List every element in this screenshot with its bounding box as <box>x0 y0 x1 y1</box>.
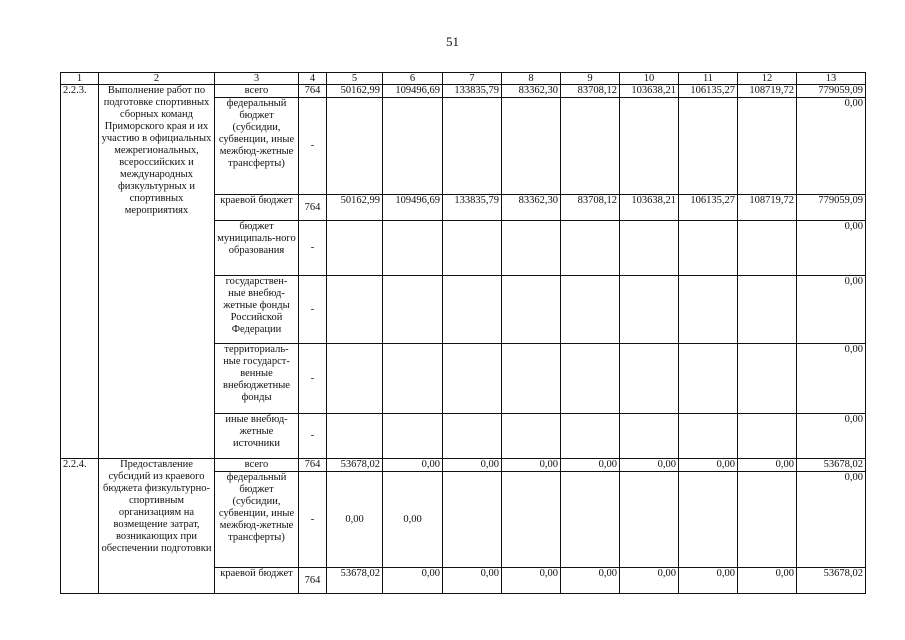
value-cell <box>327 221 383 276</box>
value-cell <box>443 472 502 568</box>
value-cell <box>327 98 383 195</box>
column-header: 10 <box>620 73 679 85</box>
value-cell: 53678,02 <box>797 568 866 594</box>
column-4: - <box>299 98 327 195</box>
value-cell: 109496,69 <box>383 85 443 98</box>
value-cell: 0,00 <box>620 568 679 594</box>
value-cell: 0,00 <box>797 98 866 195</box>
value-cell <box>738 344 797 414</box>
column-4: 764 <box>299 568 327 594</box>
value-cell <box>502 276 561 344</box>
value-cell: 53678,02 <box>327 459 383 472</box>
funding-source: иные внебюд-жетные источники <box>215 414 299 459</box>
value-cell <box>561 414 620 459</box>
value-cell: 0,00 <box>738 568 797 594</box>
value-cell <box>620 344 679 414</box>
value-cell: 103638,21 <box>620 85 679 98</box>
column-header: 8 <box>502 73 561 85</box>
value-cell <box>561 344 620 414</box>
value-cell <box>738 414 797 459</box>
value-cell: 83362,30 <box>502 85 561 98</box>
value-cell: 0,00 <box>383 459 443 472</box>
funding-source: территориаль-ные государст-венные внебюджетные фонды <box>215 344 299 414</box>
value-cell: 108719,72 <box>738 195 797 221</box>
column-4: 764 <box>299 459 327 472</box>
page-number: 51 <box>446 34 459 49</box>
column-4: 764 <box>299 85 327 98</box>
column-header: 12 <box>738 73 797 85</box>
value-cell <box>383 221 443 276</box>
value-cell: 779059,09 <box>797 195 866 221</box>
item-number: 2.2.4. <box>61 459 99 594</box>
funding-source: бюджет муниципаль-ного образования <box>215 221 299 276</box>
value-cell <box>679 414 738 459</box>
value-cell <box>502 221 561 276</box>
value-cell <box>383 414 443 459</box>
funding-source: всего <box>215 85 299 98</box>
value-cell <box>443 276 502 344</box>
column-4: 764 <box>299 195 327 221</box>
value-cell: 83362,30 <box>502 195 561 221</box>
value-cell: 103638,21 <box>620 195 679 221</box>
value-cell: 133835,79 <box>443 85 502 98</box>
value-cell <box>620 414 679 459</box>
value-cell <box>679 472 738 568</box>
column-header: 5 <box>327 73 383 85</box>
value-cell: 50162,99 <box>327 195 383 221</box>
item-number: 2.2.3. <box>61 85 99 459</box>
funding-source: государствен-ные внебюд-жетные фонды Российской Федерации <box>215 276 299 344</box>
value-cell <box>620 472 679 568</box>
column-header: 6 <box>383 73 443 85</box>
value-cell <box>679 221 738 276</box>
value-cell: 0,00 <box>383 472 443 568</box>
value-cell <box>679 276 738 344</box>
column-4: - <box>299 276 327 344</box>
value-cell <box>679 98 738 195</box>
value-cell <box>502 344 561 414</box>
column-header: 13 <box>797 73 866 85</box>
value-cell <box>738 276 797 344</box>
column-4: - <box>299 472 327 568</box>
value-cell: 0,00 <box>443 459 502 472</box>
column-4: - <box>299 221 327 276</box>
value-cell: 0,00 <box>561 459 620 472</box>
value-cell: 0,00 <box>797 276 866 344</box>
value-cell: 0,00 <box>797 221 866 276</box>
value-cell <box>383 276 443 344</box>
column-header: 4 <box>299 73 327 85</box>
value-cell <box>502 98 561 195</box>
value-cell <box>443 344 502 414</box>
value-cell <box>620 98 679 195</box>
value-cell: 0,00 <box>738 459 797 472</box>
column-4: - <box>299 344 327 414</box>
table-header-row <box>61 73 866 85</box>
value-cell <box>561 221 620 276</box>
value-cell <box>679 344 738 414</box>
value-cell: 0,00 <box>561 568 620 594</box>
column-header: 11 <box>679 73 738 85</box>
value-cell <box>327 344 383 414</box>
value-cell: 0,00 <box>679 459 738 472</box>
value-cell <box>620 276 679 344</box>
item-name: Предоставление субсидий из краевого бюджета физкультурно-спортивным организациям на возмещение затрат, возникающих при обеспечении подготовки <box>99 459 215 594</box>
table-row <box>61 459 866 472</box>
value-cell <box>738 221 797 276</box>
value-cell: 106135,27 <box>679 195 738 221</box>
funding-source: краевой бюджет <box>215 195 299 221</box>
value-cell <box>561 276 620 344</box>
value-cell <box>443 221 502 276</box>
value-cell <box>738 98 797 195</box>
value-cell <box>561 472 620 568</box>
value-cell <box>327 414 383 459</box>
value-cell: 0,00 <box>797 344 866 414</box>
value-cell: 0,00 <box>797 414 866 459</box>
value-cell <box>561 98 620 195</box>
budget-table <box>60 72 866 594</box>
value-cell: 108719,72 <box>738 85 797 98</box>
value-cell <box>443 414 502 459</box>
value-cell: 0,00 <box>383 568 443 594</box>
value-cell <box>738 472 797 568</box>
value-cell: 83708,12 <box>561 195 620 221</box>
funding-source: федеральный бюджет (субсидии, субвенции, иные межбюд-жетные трансферты) <box>215 98 299 195</box>
column-header: 1 <box>61 73 99 85</box>
funding-source: всего <box>215 459 299 472</box>
item-name: Выполнение работ по подготовке спортивных сборных команд Приморского края и их участию в официальных межрегиональных, всероссийских и международных физкультурных и спортивных мероприятиях <box>99 85 215 459</box>
value-cell <box>443 98 502 195</box>
value-cell <box>327 276 383 344</box>
table-row <box>61 85 866 98</box>
value-cell <box>502 414 561 459</box>
column-header: 7 <box>443 73 502 85</box>
value-cell <box>620 221 679 276</box>
value-cell: 0,00 <box>620 459 679 472</box>
value-cell <box>383 98 443 195</box>
value-cell: 109496,69 <box>383 195 443 221</box>
value-cell: 779059,09 <box>797 85 866 98</box>
value-cell: 106135,27 <box>679 85 738 98</box>
value-cell: 83708,12 <box>561 85 620 98</box>
value-cell: 50162,99 <box>327 85 383 98</box>
funding-source: федеральный бюджет (субсидии, субвенции, иные межбюд-жетные трансферты) <box>215 472 299 568</box>
column-4: - <box>299 414 327 459</box>
value-cell: 53678,02 <box>327 568 383 594</box>
value-cell: 0,00 <box>443 568 502 594</box>
funding-source: краевой бюджет <box>215 568 299 594</box>
value-cell: 0,00 <box>679 568 738 594</box>
column-header: 3 <box>215 73 299 85</box>
value-cell <box>502 472 561 568</box>
value-cell <box>383 344 443 414</box>
column-header: 2 <box>99 73 215 85</box>
column-header: 9 <box>561 73 620 85</box>
value-cell: 0,00 <box>502 459 561 472</box>
value-cell: 133835,79 <box>443 195 502 221</box>
value-cell: 0,00 <box>502 568 561 594</box>
value-cell: 53678,02 <box>797 459 866 472</box>
value-cell: 0,00 <box>797 472 866 568</box>
value-cell: 0,00 <box>327 472 383 568</box>
